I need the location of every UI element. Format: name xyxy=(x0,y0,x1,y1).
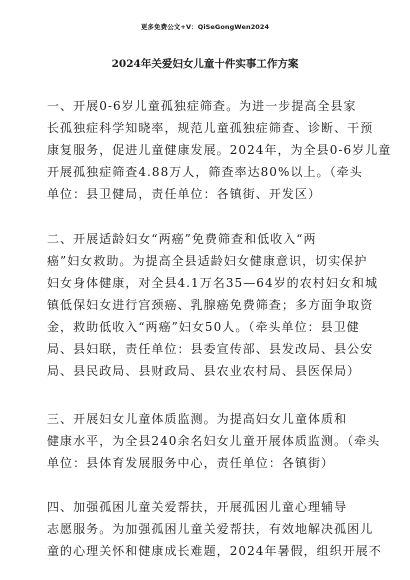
paragraph-2-line: 镇低保妇女进行宫颈癌、乳腺癌免费筛查；多方面争取资 xyxy=(47,298,374,312)
document-title: 2024年关爱妇女儿童十件实事工作方案 xyxy=(111,58,299,70)
paragraph-4-line: 四、加强孤困儿童关爱帮扶，开展孤困儿童心理辅导 xyxy=(47,500,348,514)
paragraph-1-line: 一、开展0-6岁儿童孤独症筛查。为进一步提高全县家 xyxy=(47,99,357,113)
paragraph-2-line: 金，救助低收入“两癌”妇女50人。（牵头单位：县卫健 xyxy=(47,320,360,334)
paragraph-2-line: 癌”妇女救助。为提高全县适龄妇女健康意识，切实保护 xyxy=(47,254,368,268)
paragraph-1-line: 单位：县卫健局，责任单位：各镇街、开发区） xyxy=(47,187,322,201)
paragraph-1-line: 长孤独症科学知晓率，规范儿童孤独症筛查、诊断、干预 xyxy=(47,121,374,135)
paragraph-2-line: 二、开展适龄妇女“两癌”免费筛查和低收入“两 xyxy=(47,232,317,246)
paragraph-2-line: 妇女身体健康，对全县4.1万名35—64岁的农村妇女和城 xyxy=(47,276,379,290)
paragraph-3-line: 单位：县体育发展服务中心，责任单位：各镇街） xyxy=(47,456,335,470)
paragraph-1-line: 康复服务，促进儿童健康发展。2024年，为全县0-6岁儿童 xyxy=(47,143,392,157)
paragraph-2-line: 局、县民政局、县财政局、县农业农村局、县医保局） xyxy=(47,364,361,378)
paragraph-1-line: 开展孤独症筛查4.88万人，筛查率达80%以上。（牵头 xyxy=(47,165,363,179)
paragraph-3-line: 健康水平，为全县240余名妇女儿童开展体质监测。（牵头 xyxy=(47,434,381,448)
paragraph-4-line: 志愿服务。为加强孤困儿童关爱帮扶，有效地解决孤困儿 xyxy=(47,522,374,536)
paragraph-4-line: 童的心理关怀和健康成长难题，2024年暑假，组织开展不 xyxy=(47,544,382,558)
paragraph-2-line: 局、县妇联，责任单位：县委宣传部、县发改局、县公安 xyxy=(47,342,374,356)
header-note: 更多免费公文+V：QiSeGongWen2024 xyxy=(140,23,270,31)
paragraph-3-line: 三、开展妇女儿童体质监测。为提高妇女儿童体质和 xyxy=(47,412,348,426)
